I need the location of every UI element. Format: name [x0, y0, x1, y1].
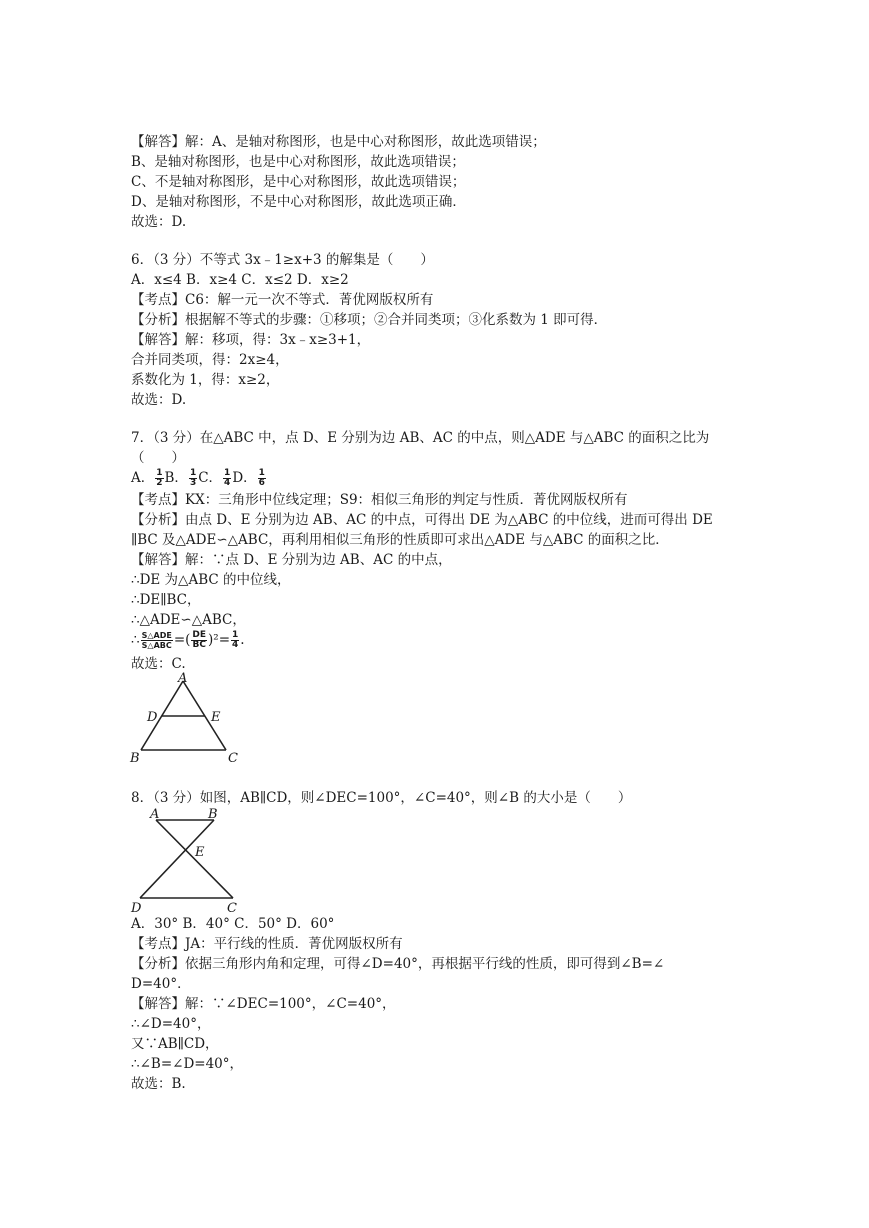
q7-answer-line-2: ∴DE 为△ABC 的中位线， — [131, 572, 291, 588]
q6-answer-line-3: 系数化为 1，得：x≥2， — [131, 372, 280, 388]
area-ratio-fraction: $\frac{\text{S△ADE}}{\text{S△ABC}}$ — [141, 631, 172, 650]
q8-answer-line-2: ∴∠D=40°， — [131, 1016, 211, 1032]
q7-answer-line-1: 【解答】解：∵点 D、E 分别为边 AB、AC 的中点， — [131, 552, 452, 568]
q8-point-e: E — [195, 845, 205, 860]
q7-options — [131, 468, 267, 488]
q5-answer-line-4: D、是轴对称图形，不是中心对称图形，故此选项正确． — [131, 194, 466, 210]
q7-answer-conclusion: 故选：C. — [131, 656, 186, 672]
q7-vertex-a: A — [178, 671, 188, 686]
q6-answer-line-2: 合并同类项，得：2x≥4， — [131, 352, 289, 368]
q7-option-d-label: D． — [232, 470, 257, 486]
q8-answer-line-4: ∴∠B=∠D=40°， — [131, 1056, 244, 1072]
q8-stem: 8．（3 分）如图，AB∥CD，则∠DEC=100°，∠C=40°，则∠B 的大小是（ ） — [131, 790, 632, 806]
q7-fenxi-line-1: 【分析】由点 D、E 分别为边 AB、AC 的中点，可得出 DE 为△ABC 的中位线，进而可得出 DE — [131, 512, 713, 528]
q8-fenxi-line-2: D=40°． — [131, 976, 191, 992]
q7-triangle-figure — [125, 670, 255, 770]
q7-option-c-label: C． — [198, 470, 223, 486]
q7-option-a-label: A． — [131, 470, 155, 486]
q5-answer-line-1: 【解答】解：A、是轴对称图形，也是中心对称图形，故此选项错误； — [131, 134, 546, 150]
fraction-one-sixth: $\frac{1}{6}$ — [258, 468, 265, 488]
q8-point-a: A — [150, 807, 160, 822]
q8-options: A．30° B．40° C．50° D．60° — [131, 916, 335, 932]
q7-stem-line-1: 7．（3 分）在△ABC 中，点 D、E 分别为边 AB、AC 的中点，则△ADE 与△ABC 的面积之比为 — [131, 430, 710, 446]
q7-stem-line-2: （ ） — [131, 450, 185, 466]
q5-answer-line-3: C、不是轴对称图形，是中心对称图形，故此选项错误； — [131, 174, 466, 190]
q7-point-d: D — [147, 710, 158, 725]
q8-kaodian: 【考点】JA：平行线的性质．菁优网版权所有 — [131, 936, 403, 952]
q7-answer-line-4: ∴△ADE∽△ABC， — [131, 612, 246, 628]
q8-fenxi-line-1: 【分析】依据三角形内角和定理，可得∠D=40°，再根据平行线的性质，即可得到∠B=∠ — [131, 956, 665, 972]
q8-answer-line-3: 又∵AB∥CD， — [131, 1036, 219, 1052]
q7-area-ratio-formula: ∴ $\frac{\text{S△ADE}}{\text{S△ABC}}$ =( $\frac{DE}{BC}$ )²= $\frac{1}{4}$ . — [131, 630, 245, 650]
q6-answer-line-1: 【解答】解：移项，得：3x﹣x≥3+1， — [131, 332, 371, 348]
q6-kaodian: 【考点】C6：解一元一次不等式．菁优网版权所有 — [131, 292, 434, 308]
fraction-one-third: $\frac{1}{3}$ — [189, 468, 197, 488]
q7-point-e: E — [211, 710, 221, 725]
q7-vertex-c: C — [228, 751, 238, 766]
q7-kaodian: 【考点】KX：三角形中位线定理；S9：相似三角形的判定与性质．菁优网版权所有 — [131, 492, 628, 508]
fraction-one-quarter: $\frac{1}{4}$ — [224, 468, 231, 488]
q8-parallel-lines-figure — [125, 806, 255, 914]
q5-answer-line-2: B、是轴对称图形，也是中心对称图形，故此选项错误； — [131, 154, 465, 170]
q7-fenxi-line-2: ∥BC 及△ADE∽△ABC，再利用相似三角形的性质即可求出△ADE 与△ABC 的面积之比． — [131, 532, 669, 548]
q6-options: A．x≤4 B．x≥4 C．x≤2 D．x≥2 — [131, 272, 349, 288]
q7-vertex-b: B — [130, 751, 140, 766]
q8-answer-conclusion: 故选：B. — [131, 1076, 186, 1092]
q8-answer-line-1: 【解答】解：∵∠DEC=100°，∠C=40°， — [131, 996, 396, 1012]
q6-fenxi: 【分析】根据解不等式的步骤：①移项；②合并同类项；③化系数为 1 即可得． — [131, 312, 608, 328]
fraction-one-quarter-result: $\frac{1}{4}$ — [232, 630, 239, 650]
side-ratio-fraction: $\frac{DE}{BC}$ — [192, 630, 207, 650]
q8-point-c: C — [227, 901, 237, 914]
q6-answer-conclusion: 故选：D. — [131, 392, 187, 408]
fraction-one-half: $\frac{1}{2}$ — [156, 468, 163, 488]
q7-answer-line-3: ∴DE∥BC， — [131, 592, 201, 608]
q5-answer-conclusion: 故选：D. — [131, 214, 187, 230]
q8-point-d: D — [131, 901, 142, 914]
q8-point-b: B — [208, 807, 218, 822]
q6-stem: 6．（3 分）不等式 3x﹣1≥x+3 的解集是（ ） — [131, 252, 434, 268]
q7-option-b-label: B． — [164, 470, 188, 486]
